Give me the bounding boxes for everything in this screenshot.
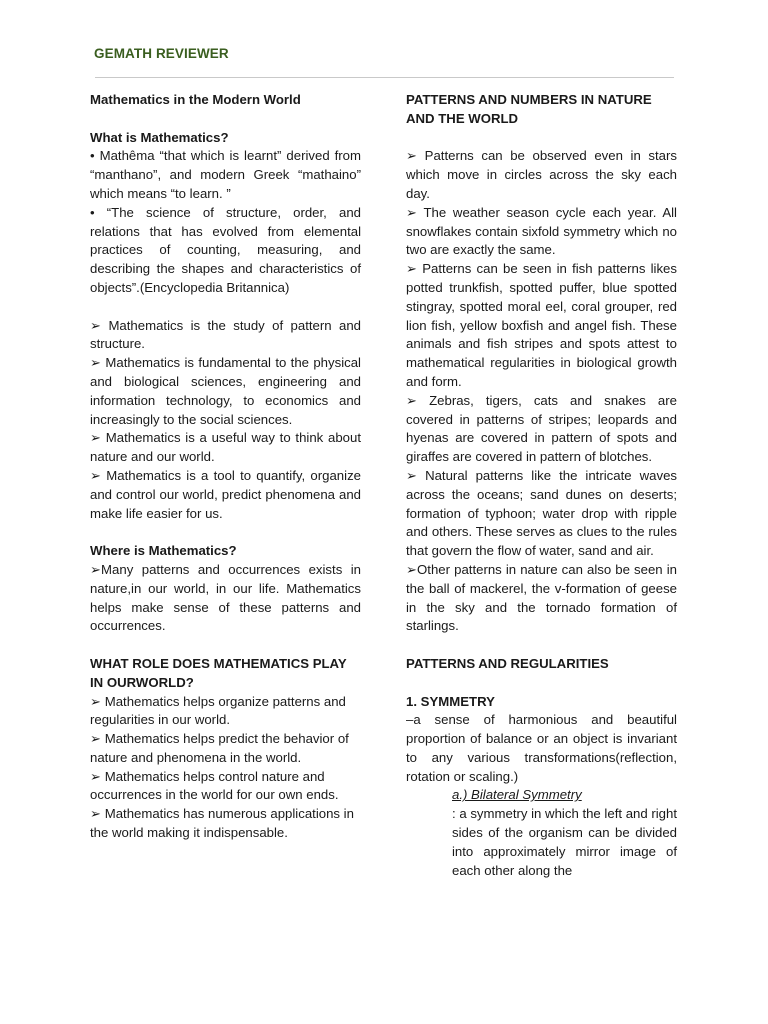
role-heading: WHAT ROLE DOES MATHEMATICS PLAY IN OURWORLD?: [90, 655, 347, 690]
bullet-point: ➢ Mathematics helps control nature and occurrences in the world for our own ends.: [90, 768, 339, 803]
bullet-point: ➢ Natural patterns like the intricate waves across the oceans; sand dunes on deserts; formation of typhoon; water drop with ripple and others. These serves as clues to the rules that govern the flow of water, sand and air.: [406, 467, 677, 559]
paragraph: ➢Many patterns and occurrences exists in nature,in our world, in our life. Mathematics helps make sense of these patterns and occurrences.: [90, 561, 361, 634]
bullet-point: ➢ Zebras, tigers, cats and snakes are covered in patterns of stripes; leopards and hyenas are covered in pattern of spots and giraffes are covered in pattern of blotches.: [406, 392, 677, 465]
left-column: [90, 91, 361, 843]
paragraph: • “The science of structure, order, and relations that has evolved from elemental practices of counting, measuring, and describing the shapes and characteristics of objects”.(Encyclopedia Britannica): [90, 204, 361, 295]
where-is-math-heading: Where is Mathematics?: [90, 543, 237, 559]
document-header-title: GEMATH REVIEWER: [94, 46, 229, 61]
bullet-point: ➢ Mathematics is a useful way to think about nature and our world.: [90, 430, 361, 465]
bullet-point: ➢ Mathematics is fundamental to the physical and biological sciences, engineering and information technology, to economics and increasingly to the social sciences.: [90, 355, 361, 427]
section-title: Mathematics in the Modern World: [90, 92, 301, 107]
spacer: [90, 110, 361, 129]
bullet-point: ➢ Mathematics is a tool to quantify, organize and control our world, predict phenomena and make life easier for us.: [90, 467, 361, 521]
bullet-point: ➢Other patterns in nature can also be seen in the ball of mackerel, the v-formation of geese in the sky and the tornado formation of starlings.: [406, 561, 677, 634]
bullet-point: ➢ The weather season cycle each year. All snowflakes contain sixfold symmetry which no two are exactly the same.: [406, 204, 677, 258]
patterns-numbers-heading: PATTERNS AND NUMBERS IN NATURE AND THE WORLD: [406, 92, 652, 126]
bilateral-symmetry-definition: : a symmetry in which the left and right sides of the organism can be divided into approximately mirror image of each other along the: [452, 806, 678, 878]
bullet-point: ➢ Patterns can be observed even in stars which move in circles across the sky each day.: [406, 148, 677, 201]
what-is-math-heading: What is Mathematics?: [90, 129, 229, 145]
symmetry-definition: –a sense of harmonious and beautiful proportion of balance or an object is invariant to any various transformations(reflection, rotation or scaling.): [406, 712, 677, 784]
right-column: [406, 91, 677, 880]
spacer: [406, 674, 677, 693]
spacer: [90, 636, 361, 655]
paragraph: • Mathêma “that which is learnt” derived from “manthano”, and modern Greek “mathaino” which means “to learn. ”: [90, 148, 361, 201]
spacer: [406, 129, 677, 148]
bilateral-symmetry-heading: a.) Bilateral Symmetry: [452, 787, 582, 803]
bullet-point: ➢ Mathematics is the study of pattern and structure.: [90, 317, 361, 352]
spacer: [90, 523, 361, 542]
patterns-regularities-heading: PATTERNS AND REGULARITIES: [406, 655, 609, 671]
bullet-point: ➢ Mathematics helps organize patterns and regularities in our world.: [90, 693, 346, 728]
symmetry-heading: 1. SYMMETRY: [406, 693, 495, 709]
bullet-point: ➢ Patterns can be seen in fish patterns likes potted trunkfish, spotted puffer, blue spotted stingray, spotted moral eel, coral grouper, red lion fish, yellow boxfish and angel fish. These animals and fish stripes and spots attest to mathematical regularities in biological growth and form.: [406, 261, 677, 389]
bullet-point: ➢ Mathematics has numerous applications in the world making it indispensable.: [90, 806, 354, 841]
spacer: [90, 298, 361, 317]
bullet-point: ➢ Mathematics helps predict the behavior of nature and phenomena in the world.: [90, 731, 349, 765]
header-divider: [95, 77, 674, 78]
spacer: [406, 636, 677, 655]
